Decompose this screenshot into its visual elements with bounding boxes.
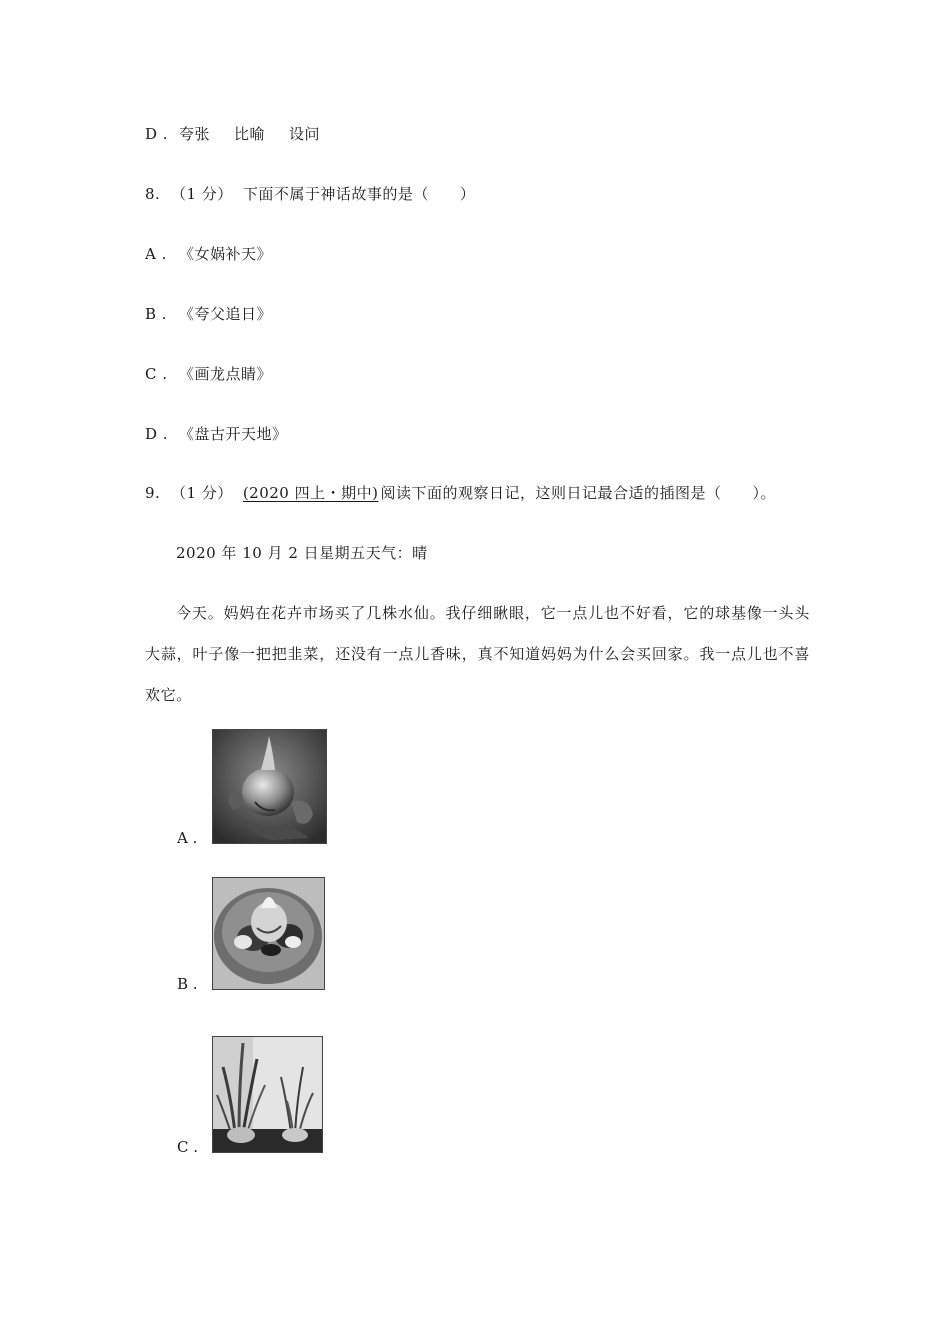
question-text: 下面不属于神话故事的是（ ） — [242, 185, 476, 203]
option-text: 《夸父追日》 — [179, 305, 273, 323]
option-word-1: 夸张 — [179, 125, 211, 143]
q8-option-c[interactable] — [145, 364, 272, 384]
question-9-stem — [145, 483, 776, 503]
q8-option-a[interactable] — [145, 244, 272, 264]
question-8-stem — [145, 184, 475, 204]
option-letter: D . — [145, 125, 169, 143]
option-text: 《女娲补天》 — [179, 245, 273, 263]
option-letter: B . — [177, 975, 198, 993]
option-letter: D . — [145, 425, 169, 443]
q9-option-c[interactable] — [177, 1036, 325, 1157]
option-text: 《盘古开天地》 — [179, 425, 288, 443]
question-number: 8. — [145, 185, 161, 203]
option-text: 《画龙点睛》 — [179, 365, 273, 383]
narcissus-leaves-photo — [212, 1036, 323, 1153]
option-word-2: 比喻 — [234, 125, 266, 143]
question-number: 9. — [145, 484, 161, 502]
option-word-3: 设问 — [289, 125, 321, 143]
q8-option-b[interactable] — [145, 304, 272, 324]
question-source: (2020 四上・期中) — [242, 484, 379, 502]
question-text: 阅读下面的观察日记，这则日记最合适的插图是（ ）。 — [380, 484, 776, 502]
question-score: （1 分） — [171, 185, 233, 203]
diary-text: 今天。妈妈在花卉市场买了几株水仙。我仔细瞅眼，它一点儿也不好看，它的球基像一头头大蒜，叶子像一把把韭菜，还没有一点儿香味，真不知道妈妈为什么会买回家。我一点儿也不喜欢它。 — [145, 604, 810, 704]
bulb-photo — [212, 729, 327, 844]
diary-date: 2020 年 10 月 2 日星期五天气：晴 — [176, 544, 428, 562]
option-letter: A . — [177, 829, 198, 847]
q9-option-a[interactable] — [177, 729, 329, 848]
q8-option-d[interactable] — [145, 424, 288, 444]
option-letter: C . — [145, 365, 168, 383]
option-letter: A . — [145, 245, 167, 263]
question-score: （1 分） — [171, 484, 233, 502]
bulb-bowl-photo — [212, 877, 325, 990]
option-letter: C . — [177, 1138, 199, 1156]
prev-option-d[interactable] — [145, 124, 320, 144]
q9-option-b[interactable] — [177, 877, 327, 994]
option-letter: B . — [145, 305, 168, 323]
